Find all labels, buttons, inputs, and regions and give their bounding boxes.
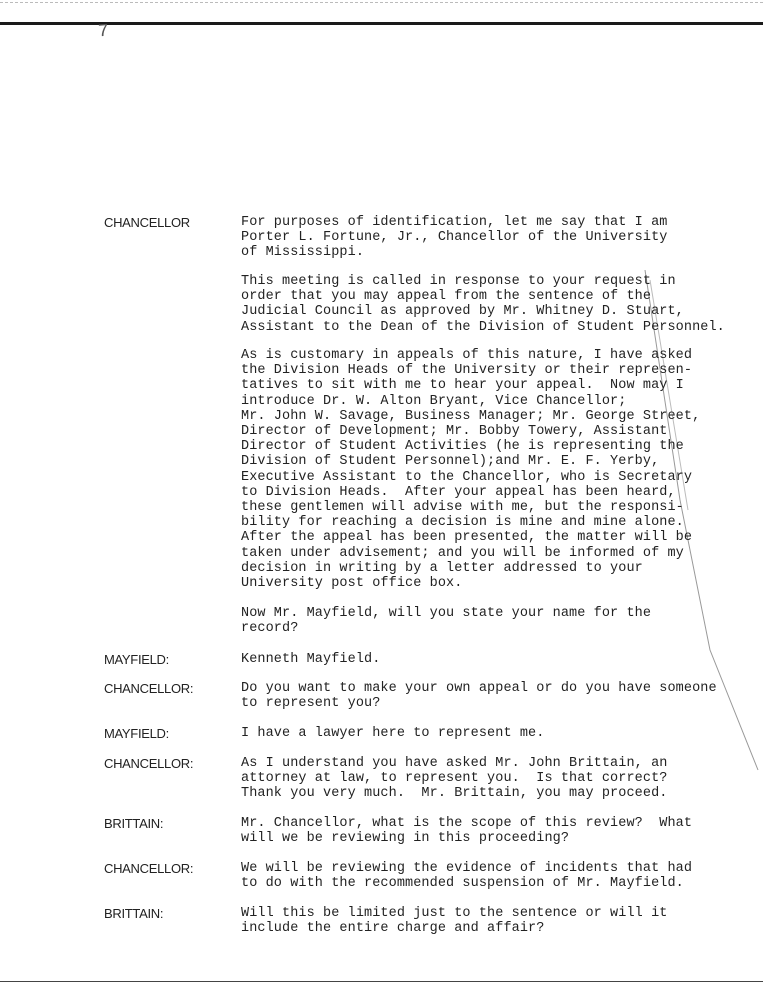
speaker-label: CHANCELLOR xyxy=(104,215,190,230)
scan-edge-dots xyxy=(0,2,763,3)
speaker-label: CHANCELLOR: xyxy=(104,681,194,696)
dialogue-paragraph: Now Mr. Mayfield, will you state your name for the record? xyxy=(241,606,652,637)
dialogue-paragraph: For purposes of identification, let me say that I am Porter L. Fortune, Jr., Chancellor of the University of Mississippi. xyxy=(241,215,668,261)
dialogue-paragraph: I have a lawyer here to represent me. xyxy=(241,726,545,741)
speaker-label: BRITTAIN: xyxy=(104,906,164,921)
dialogue-paragraph: Kenneth Mayfield. xyxy=(241,652,381,667)
speaker-label: CHANCELLOR: xyxy=(104,756,194,771)
page-number: 7 xyxy=(97,21,110,43)
dialogue-paragraph: Will this be limited just to the sentence or will it include the entire charge and affair? xyxy=(241,906,668,937)
top-rule xyxy=(0,22,763,25)
dialogue-paragraph: Mr. Chancellor, what is the scope of this review? What will we be reviewing in this proceeding? xyxy=(241,816,693,847)
speaker-label: MAYFIELD: xyxy=(104,726,169,741)
speaker-label: MAYFIELD: xyxy=(104,652,169,667)
dialogue-paragraph: This meeting is called in response to your request in order that you may appeal from the sentence of the Judicial Council as approved by Mr. Whitney D. Stuart, Assistant to the Dean of the Division of Student Personnel. xyxy=(241,274,725,335)
dialogue-paragraph: As I understand you have asked Mr. John Brittain, an attorney at law, to represent you. Is that correct? Thank you very much. Mr. Brittain, you may proceed. xyxy=(241,756,668,802)
speaker-label: CHANCELLOR: xyxy=(104,861,194,876)
dialogue-paragraph: We will be reviewing the evidence of incidents that had to do with the recommended suspension of Mr. Mayfield. xyxy=(241,861,693,892)
dialogue-paragraph: As is customary in appeals of this nature, I have asked the Division Heads of the University or their represen- tatives to sit with me to hear your appeal. Now may I introduce Dr. W. Alton Bryant, Vice Chancellor; Mr. John W. Savage, Business Manager; Mr. George Street, Director of Development; Mr. Bobby Towery, Assistant Director of Student Activities (he is representing the Division of Student Personnel);and Mr. E. F. Yerby, Executive Assistant to the Chancellor, who is Secretary to Division Heads. After your appeal has been heard, these gentlemen will advise with me, but the responsi- bility for reaching a decision is mine and mine alone. After the appeal has been presented, the matter will be taken under advisement; and you will be informed of my decision in writing by a letter addressed to your University post office box. xyxy=(241,348,701,592)
dialogue-paragraph: Do you want to make your own appeal or do you have someone to represent you? xyxy=(241,681,717,712)
bottom-rule xyxy=(0,981,763,982)
speaker-label: BRITTAIN: xyxy=(104,816,164,831)
